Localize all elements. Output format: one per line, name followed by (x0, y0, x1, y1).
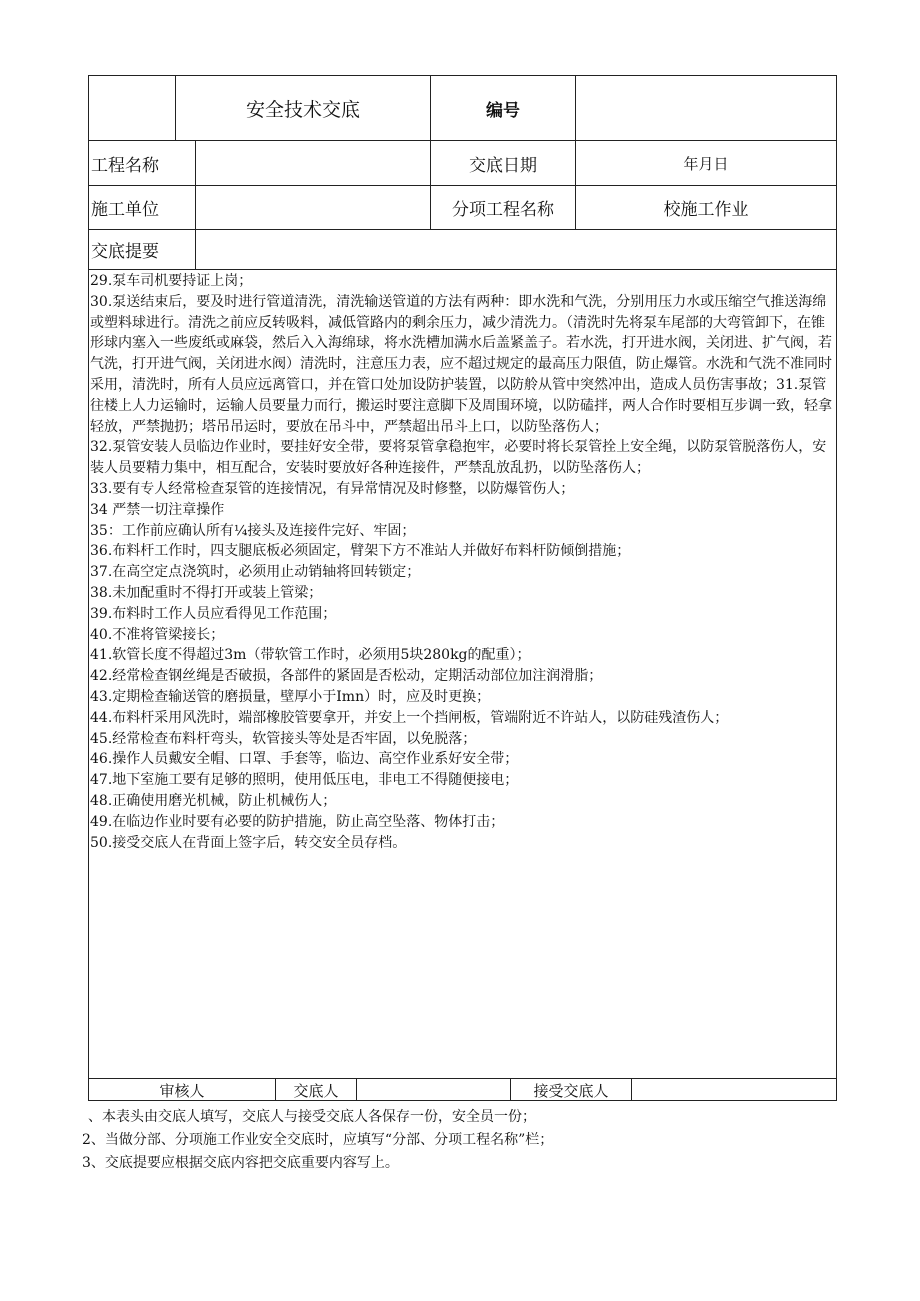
date-value: 年月日 (683, 154, 729, 173)
content-line: 48.正确使用磨光机械，防止机械伤人； (90, 792, 337, 809)
subproject-label: 分项工程名称 (452, 200, 554, 220)
discloser-signature (357, 1079, 510, 1101)
content-line: 35：工作前应确认所有¼接头及连接件完好、牢固； (90, 522, 416, 539)
project-name-label: 工程名称 (91, 155, 159, 176)
content-line: 38.未加配重时不得打开或装上管梁； (90, 584, 323, 601)
content-line: 41.软管长度不得超过3m（带软管工作时，必须用5块280kg的配重）； (90, 647, 531, 664)
subproject-value: 校施工作业 (663, 200, 749, 220)
content-line: 33.要有专人经常检查泵管的连接情况，有异常情况及时修整，以防爆管伤人； (90, 480, 575, 497)
disclosure-content (90, 271, 835, 853)
content-line: 42.经常检查钢丝绳是否破损，各部件的紧固是否松动，定期活动部位加注润滑脂； (90, 668, 603, 685)
content-line: 39.布料时工作人员应看得见工作范围； (90, 605, 337, 622)
content-line: 30.泵送结束后，要及时进行管道清洗，清洗输送管道的方法有两种：即水洗和气洗，分别用压力水或压缩空气推送海绵或塑料球进行。清洗之前应反转吸料，减低管路内的剩余压力，减少清洗力。（清洗时先将泵车尾部的大弯管卸下，在锥形球内塞入一些废纸或麻袋，然后入入海绵球，将水洗槽加满水后盖紧盖子。若水洗，打开进水阀，关闭进、扩气阀，若气洗，打开进气阀，关闭进水阀）清洗时，注意压力表，应不超过规定的最高压力限值，防止爆管。水洗和气洗不准同时采用，清洗时，所有人员应远离管口，并在管口处加设防护装置，以防舲从管中突然冲出，造成人员伤害事故；31.泵管往楼上人力运输时，运输人员要量力而行，搬运时要注意脚下及周围环境，以防磕拌，两人合作时要相互步调一致，轻拿轻放，严禁抛扔；塔吊吊运时，要放在吊斗中，严禁超出吊斗上口，以防坠落伤人； (90, 293, 832, 435)
content-line: 34 严禁一切注章操作 (90, 501, 225, 518)
content-line: 50.接受交底人在背面上签字后，转交安全员存档。 (90, 834, 407, 851)
content-line: 36.布料杆工作时，四支腿底板必须固定，臂架下方不准站人并做好布料杆防倾倒措施； (90, 543, 631, 560)
unit-value (198, 186, 430, 229)
unit-label: 施工单位 (91, 200, 159, 220)
content-line: 40.不准将管梁接长； (90, 626, 225, 643)
project-name-value (198, 141, 430, 185)
summary-label: 交底提要 (91, 242, 159, 262)
content-line: 37.在高空定点浇筑时，必须用止动销轴将回转锁定； (90, 564, 421, 581)
number-label: 编号 (486, 100, 520, 121)
reviewer-label: 审核人 (159, 1081, 205, 1100)
note-2: 2、当做分部、分项施工作业安全交底时，应填写“分部、分项工程名称”栏； (82, 1132, 554, 1148)
content-line: 45.经常检查布料杆弯头，软管接头等处是否牢固，以免脱落； (90, 730, 477, 747)
form-title: 安全技术交底 (245, 98, 360, 121)
row-divider (88, 269, 837, 270)
col-divider (195, 140, 196, 269)
summary-value (198, 230, 835, 269)
content-line: 43.定期检查输送管的磨损量，壁厚小于Imn）时，应及时更换； (90, 688, 491, 705)
receiver-label: 接受交底人 (533, 1081, 609, 1100)
content-line: 44.布料杆采用风洗时，端部橡胶管要拿开，并安上一个挡闸板，管端附近不许站人，以防硅残渣伤人； (90, 709, 729, 726)
note-3: 3、交底提要应根据交底内容把交底重要内容写上。 (82, 1155, 399, 1171)
receiver-signature (632, 1079, 836, 1101)
content-line: 46.操作人员戴安全帽、口罩、手套等，临边、高空作业系好安全带； (90, 751, 519, 768)
note-1: 、本表头由交底人填写，交底人与接受交底人各保存一份，安全员一份； (88, 1109, 536, 1125)
content-line: 32.泵管安装人员临边作业时，要挂好安全带，要将泵管拿稳抱牢，必要时将长泵管拴上安全绳，以防泵管脱落伤人，安装人员要精力集中，相互配合，安装时要放好各种连接件，严禁乱放乱扔，以防坠落伤人； (90, 439, 827, 477)
discloser-label: 交底人 (293, 1081, 339, 1100)
content-line: 29.泵车司机要持证上岗； (90, 273, 253, 289)
content-line: 47.地下室施工要有足够的照明，使用低压电，非电工不得随便接电； (90, 772, 519, 789)
content-line: 49.在临边作业时要有必要的防护措施，防止高空坠落、物体打击； (90, 813, 505, 830)
date-label: 交底日期 (469, 155, 537, 176)
number-value (576, 76, 836, 140)
